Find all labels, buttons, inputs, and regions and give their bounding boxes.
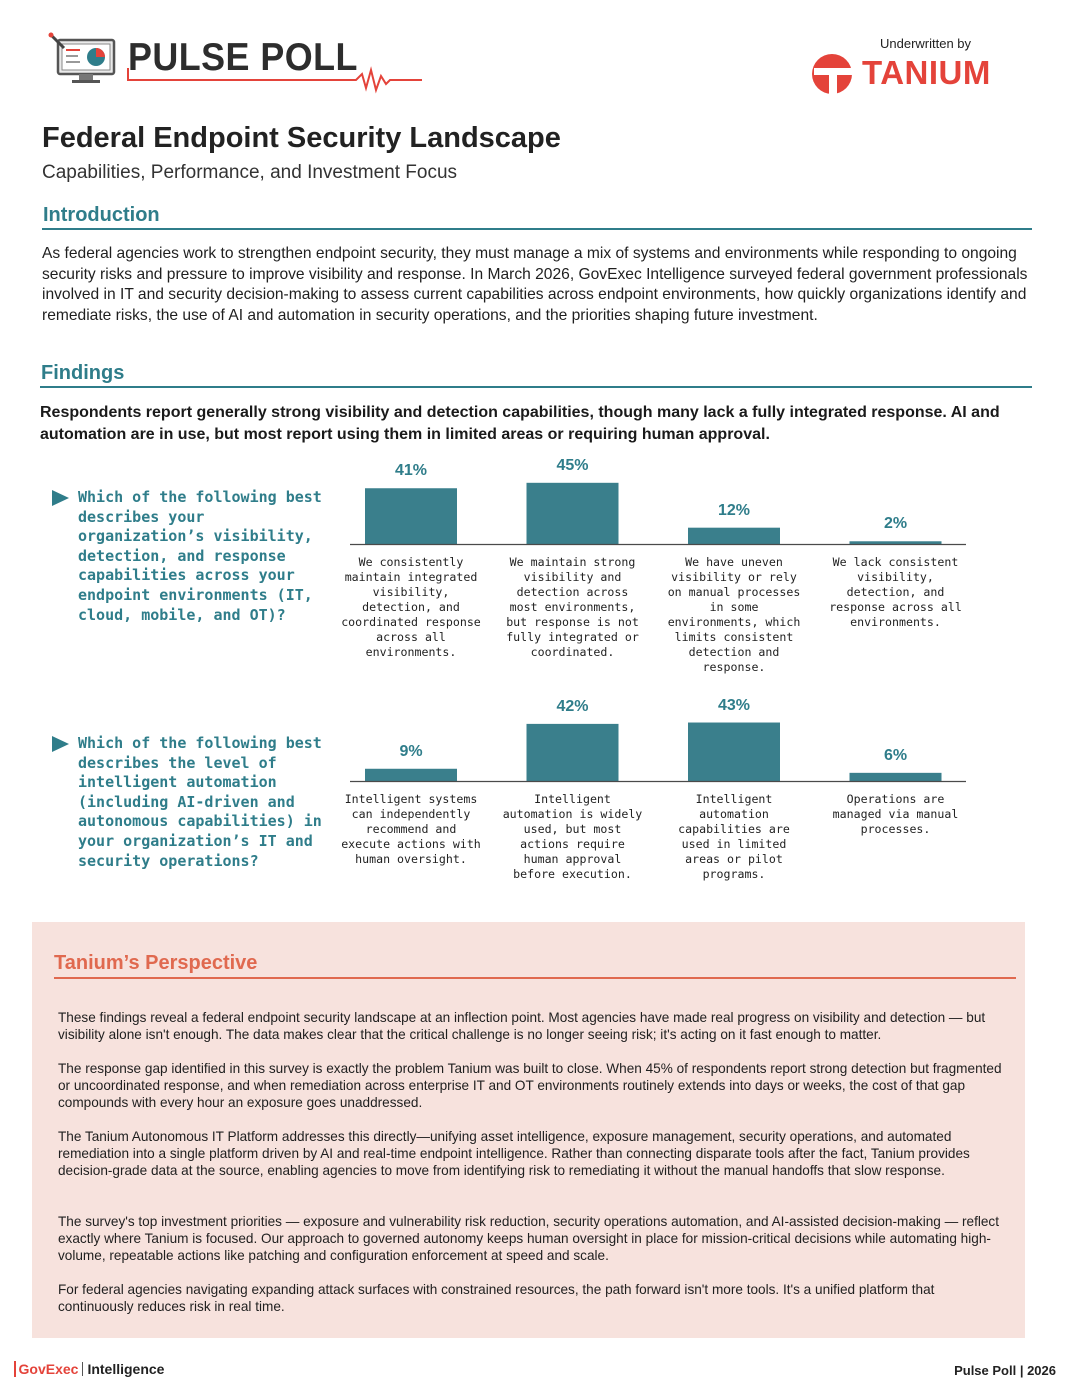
page-title: Federal Endpoint Security Landscape — [42, 122, 561, 154]
footer-org-right: Intelligence — [87, 1361, 165, 1377]
govexec-intelligence-logo — [14, 1361, 164, 1377]
footer-org-left: GovExec — [18, 1361, 79, 1377]
perspective-paragraph: These findings reveal a federal endpoint security landscape at an inflection point. Most agencies have made real progress on visibility and detection — but visibility alone isn't enough. The data makes clear that the critical challenge is no longer seeing risk; it's acting on it fast enough to matter. — [58, 1010, 986, 1042]
bar-value-label: 9% — [399, 742, 423, 760]
bar-chart-svg — [340, 470, 970, 548]
pulse-line-icon — [124, 66, 424, 96]
logo-bar-icon — [14, 1361, 16, 1377]
bar-value-label: 43% — [717, 696, 751, 714]
chart-2 — [340, 696, 970, 908]
chart-bar — [850, 541, 942, 544]
bar-value-label: 45% — [556, 456, 589, 474]
tanium-wordmark: TANIUM — [862, 54, 991, 91]
bar-value-label: 6% — [883, 746, 908, 764]
chart-bar — [365, 769, 457, 781]
bar-value-label: 41% — [394, 462, 428, 480]
bar-category-label: Intelligent automation is widely used, but most actions require human approval before execution. — [502, 792, 643, 881]
chart-bar — [850, 773, 942, 781]
pulse-poll-logo — [38, 26, 438, 100]
perspective-paragraph: The response gap identified in this survey is exactly the problem Tanium was built to close. When 45% of respondents report strong detection but fragmented or uncoordinated response, and when remediation across enterprise IT and OT environments routinely extends into days or weeks, the cost of that gap compounds with every hour an exposure goes unaddressed. — [58, 1061, 1002, 1110]
bar-category-label: Intelligent automation capabilities are used in limited areas or pilot programs. — [678, 792, 790, 881]
findings-lead: Respondents report generally strong visibility and detection capabilities, though many lack a fully integrated response. AI and automation are in use, but most report using them in limited areas or requiring human approval. — [40, 404, 1000, 443]
tanium-perspective-panel — [32, 922, 1025, 1338]
introduction-heading: Introduction — [43, 204, 160, 226]
page-subtitle: Capabilities, Performance, and Investment Focus — [42, 162, 458, 183]
bar-category-label: Intelligent systems can independently recommend and execute actions with human oversight. — [341, 792, 481, 866]
underwritten-label: Underwritten by — [880, 36, 972, 51]
perspective-paragraph: The survey's top investment priorities — exposure and vulnerability risk reduction, security operations automation, and AI-assisted decision-making — reflect exactly where Tanium is focused. Our approach to governed autonomy keeps human oversight in place for mission-critical decisions while automating high-volume, repeatable actions like patching and configuration enforcement at speed and scale. — [58, 1214, 1000, 1263]
bar-category-label: We maintain strong visibility and detection across most environments, but response is not fully integrated or coordinated. — [506, 555, 639, 659]
introduction-text: As federal agencies work to strengthen endpoint security, they must manage a mix of systems and environments while responding to ongoing security risks and pressure to improve visibility and response. In March 2026, GovExec Intelligence surveyed federal government professionals involved in IT and security decision-making to assess current capabilities across endpoint environments, how quickly organizations identify and remediate risks, the use of AI and automation in security operations, and the priorities shaping future investment. — [42, 245, 1028, 324]
question-1-text: Which of the following best describes your organization’s visibility, detection, and response capabilities across your endpoint environments (IT, cloud, mobile, and OT)? — [78, 488, 322, 624]
perspective-rule — [54, 977, 1016, 979]
bar-value-label: 42% — [556, 697, 589, 715]
chart-bar — [527, 724, 619, 781]
findings-rule — [40, 386, 1032, 388]
bar-category-label: We have uneven visibility or rely on manual processes in some environments, which limits consistent detection and response. — [667, 555, 801, 674]
chart-1 — [340, 456, 970, 700]
pulse-poll-wordmark: PULSE POLL — [128, 36, 358, 79]
question-2 — [52, 734, 332, 871]
findings-heading: Findings — [41, 362, 125, 384]
triangle-bullet-icon — [52, 490, 69, 506]
bar-category-label: Operations are managed via manual processes. — [832, 792, 959, 836]
bar-value-label: 12% — [717, 501, 751, 519]
perspective-paragraph: For federal agencies navigating expanding attack surfaces with constrained resources, the path forward isn't more tools. It's a unified platform that continuously reduces risk in real time. — [58, 1282, 935, 1314]
monitor-chart-icon — [48, 32, 122, 86]
chart-bar — [688, 528, 780, 544]
bar-category-label: We consistently maintain integrated visibility, detection, and coordinated response across all environments. — [341, 555, 481, 659]
perspective-heading: Tanium’s Perspective — [54, 952, 258, 974]
chart-bar — [527, 483, 619, 544]
triangle-bullet-icon — [52, 736, 69, 752]
bar-value-label: 2% — [883, 515, 908, 533]
tanium-mark-icon — [810, 52, 856, 96]
bar-category-label: We lack consistent visibility, detection, and response across all environments. — [829, 555, 962, 629]
perspective-paragraph: The Tanium Autonomous IT Platform addresses this directly—unifying asset intelligence, exposure management, security operations, and automated remediation into a single platform driven by AI and real-time endpoint intelligence. Rather than connecting disparate tools after the fact, Tanium provides decision-grade data at the source, enabling agencies to move from identifying risk to remediating it without the manual handoffs that slow response. — [58, 1129, 970, 1178]
logo-separator — [82, 1362, 83, 1376]
question-1 — [52, 488, 332, 625]
chart-bar — [688, 723, 780, 781]
introduction-rule — [42, 228, 1032, 230]
footer-page-label: Pulse Poll | 2026 — [954, 1363, 1056, 1378]
chart-bar — [365, 488, 457, 544]
tanium-logo — [810, 52, 1040, 96]
question-2-text: Which of the following best describes the level of intelligent automation (including AI-driven and autonomous capabilities) in your organization’s IT and security operations? — [78, 734, 322, 870]
